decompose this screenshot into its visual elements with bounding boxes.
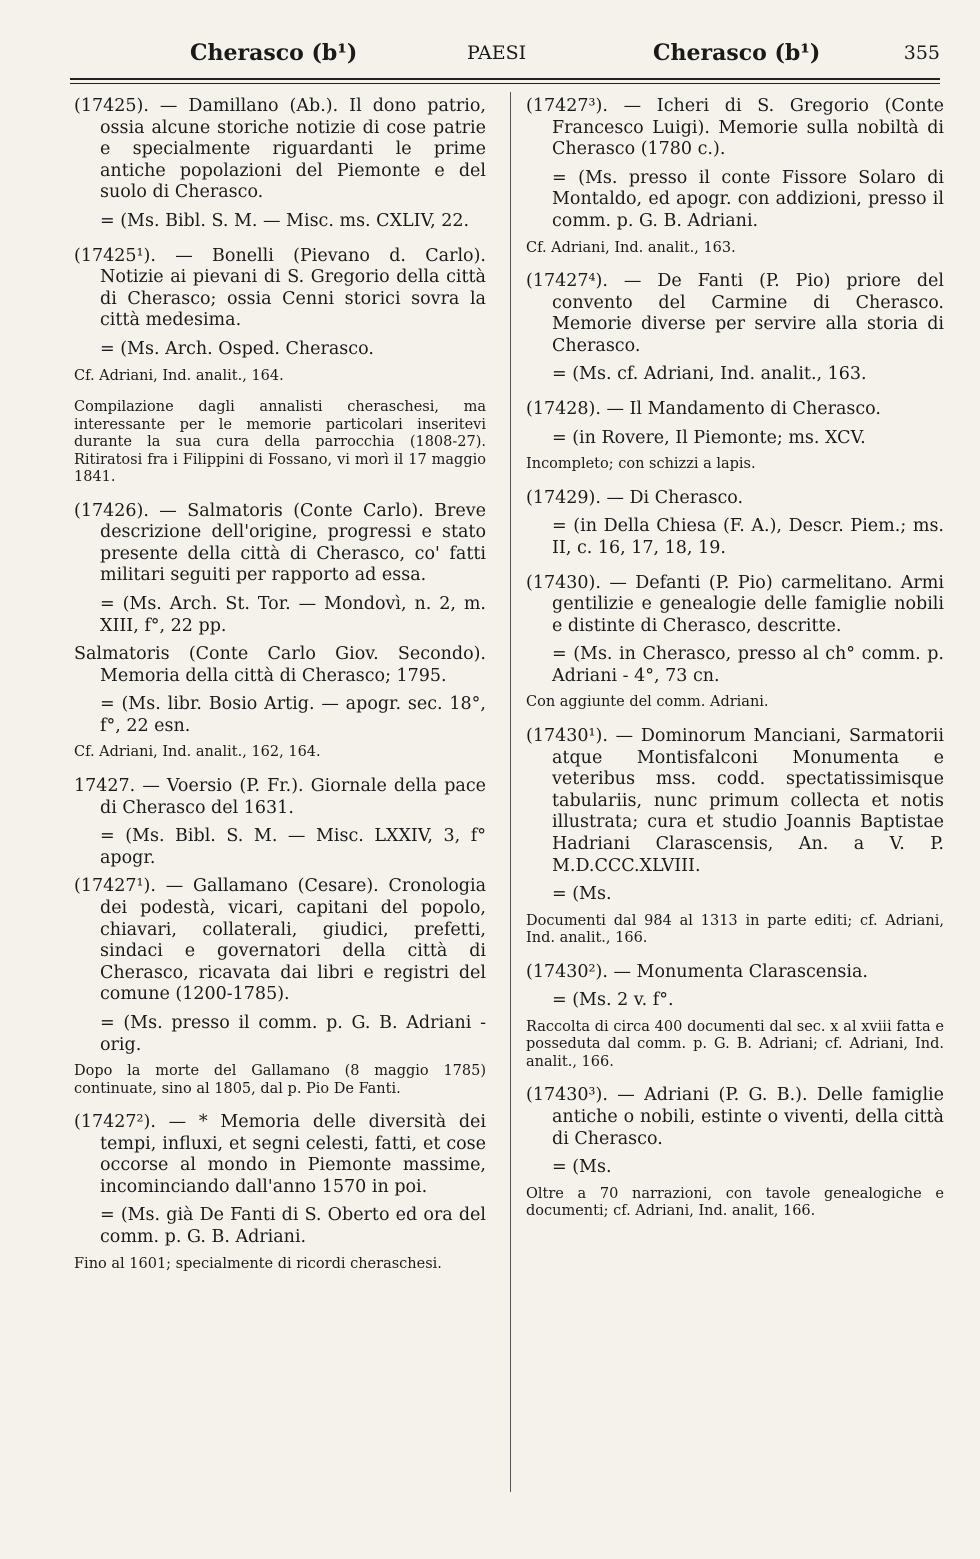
entry-title: (17427³). — Icheri di S. Gregorio (Conte Francesco Luigi). Memorie sulla nobiltà di Cherasco (1780 c.). bbox=[526, 96, 944, 160]
entry-title: Salmatoris (Conte Carlo Giov. Secondo). Memoria della città di Cherasco; 1795. bbox=[74, 644, 486, 686]
entry-location: = (Ms. Bibl. S. M. — Misc. ms. CXLIV, 22. bbox=[100, 210, 470, 231]
running-title-right: Cherasco (b¹) bbox=[653, 40, 821, 66]
entry-17426 bbox=[74, 501, 486, 638]
entry-location: = (Ms. libr. Bosio Artig. — apogr. sec. 18°, f°, 22 esn. bbox=[100, 694, 486, 736]
entry-note: Fino al 1601; specialmente di ricordi cheraschesi. bbox=[74, 1255, 442, 1272]
entry-title: (17425¹). — Bonelli (Pievano d. Carlo). Notizie ai pievani di S. Gregorio della città di Cherasco; ossia Cenni storici sovra la città medesima. bbox=[74, 245, 486, 331]
entry-location: = (Ms. in Cherasco, presso al ch° comm. p. Adriani - 4°, 73 cn. bbox=[552, 644, 944, 686]
right-column bbox=[526, 96, 944, 1235]
entry-location: = (Ms. 2 v. f°. bbox=[552, 990, 674, 1011]
entry-17427-1 bbox=[74, 876, 486, 1098]
entry-title: 17427. — Voersio (P. Fr.). Giornale della pace di Cherasco del 1631. bbox=[74, 775, 486, 818]
entry-location: = (Ms. Arch. St. Tor. — Mondovì, n. 2, m. XIII, f°, 22 pp. bbox=[100, 593, 486, 636]
entry-location: = (Ms. già De Fanti di S. Oberto ed ora del comm. p. G. B. Adriani. bbox=[100, 1205, 486, 1248]
entry-note: Compilazione dagli annalisti cheraschesi, ma interessante per le memorie particolari inseritevi durante la sua cura della parrocchia (1808-27). Ritiratosi fra i Filippini di Fossano, vi morì il 17 maggio 1841. bbox=[74, 399, 486, 486]
entry-title: (17430³). — Adriani (P. G. B.). Delle famiglie antiche o nobili, estinte o viventi, della città di Cherasco. bbox=[526, 1085, 944, 1149]
page-header bbox=[75, 40, 945, 74]
entry-title: (17427⁴). — De Fanti (P. Pio) priore del convento del Carmine di Cherasco. Memorie diverse per servire alla storia di Cherasco. bbox=[526, 271, 944, 356]
left-column bbox=[74, 96, 486, 1287]
section-title: PAESI bbox=[467, 42, 527, 64]
entry-17430-3 bbox=[526, 1085, 944, 1220]
entry-note: Incompleto; con schizzi a lapis. bbox=[526, 456, 756, 473]
entry-location: = (in Rovere, Il Piemonte; ms. XCV. bbox=[552, 427, 866, 448]
entry-17428 bbox=[526, 399, 944, 474]
entry-location: = (Ms. presso il conte Fissore Solaro di Montaldo, ed apogr. con addizioni, presso il comm. p. G. B. Adriani. bbox=[552, 167, 944, 231]
entry-location: = (Ms. presso il comm. p. G. B. Adriani - orig. bbox=[100, 1012, 486, 1055]
entry-location: = (Ms. Bibl. S. M. — Misc. LXXIV, 3, f° apogr. bbox=[100, 826, 486, 868]
entry-note: Documenti dal 984 al 1313 in parte editi; cf. Adriani, Ind. analit., 166. bbox=[526, 912, 944, 947]
entry-title: (17425). — Damillano (Ab.). Il dono patrio, ossia alcune storiche notizie di cose patrie e specialmente riguardanti le prime antiche popolazioni del Piemonte e del suolo di Cherasco. bbox=[74, 96, 486, 203]
entry-location: = (Ms. bbox=[552, 1157, 612, 1178]
entry-location: = (Ms. bbox=[552, 884, 612, 905]
entry-17427-4 bbox=[526, 271, 944, 386]
entry-location: = (Ms. cf. Adriani, Ind. analit., 163. bbox=[552, 364, 867, 385]
entry-title: (17428). — Il Mandamento di Cherasco. bbox=[526, 399, 881, 420]
entry-17427 bbox=[74, 776, 486, 869]
entry-salmatoris bbox=[74, 644, 486, 762]
header-rule bbox=[70, 78, 940, 84]
entry-17429 bbox=[526, 488, 944, 560]
entry-title: (17430¹). — Dominorum Manciani, Sarmatorii atque Montisfalconi Monumenta e veteribus mss. codd. spectatissimisque tabulariis, nunc primum collecta et notis illustrata; cura et studio Joannis Baptistae Hadriani Clarascensis, An. a V. P. M.D.CCC.XLVIII. bbox=[526, 725, 944, 876]
entry-17425-1 bbox=[74, 246, 486, 487]
page-number: 355 bbox=[903, 42, 940, 64]
entry-location: = (in Della Chiesa (F. A.), Descr. Piem.; ms. II, c. 16, 17, 18, 19. bbox=[552, 516, 944, 558]
entry-title: (17427²). — * Memoria delle diversità dei tempi, influxi, et segni celesti, fatti, et cose occorse al mondo in Piemonte massime, incominciando dall'anno 1570 in poi. bbox=[74, 1112, 486, 1197]
entry-title: (17430). — Defanti (P. Pio) carmelitano. Armi gentilizie e genealogie delle famiglie nobili e distinte di Cherasco, descritte. bbox=[526, 572, 944, 636]
entry-cf: Cf. Adriani, Ind. analit., 164. bbox=[74, 367, 284, 384]
column-divider bbox=[510, 92, 511, 1492]
entry-17427-2 bbox=[74, 1112, 486, 1273]
entry-17425 bbox=[74, 96, 486, 233]
entry-cf: Cf. Adriani, Ind. analit., 163. bbox=[526, 239, 736, 256]
entry-note: Dopo la morte del Gallamano (8 maggio 1785) continuate, sino al 1805, dal p. Pio De Fanti. bbox=[74, 1063, 486, 1097]
entry-note: Raccolta di circa 400 documenti dal sec. x al xviii fatta e posseduta dal comm. p. G. B. Adriani; cf. Adriani, Ind. analit., 166. bbox=[526, 1018, 944, 1070]
entry-note: Con aggiunte del comm. Adriani. bbox=[526, 694, 769, 711]
entry-17430-1 bbox=[526, 726, 944, 948]
entry-17430-2 bbox=[526, 962, 944, 1072]
entry-17430 bbox=[526, 573, 944, 712]
running-title-left: Cherasco (b¹) bbox=[190, 40, 358, 66]
entry-title: (17430²). — Monumenta Clarascensia. bbox=[526, 961, 868, 982]
entry-location: = (Ms. Arch. Osped. Cherasco. bbox=[100, 338, 374, 359]
entry-17427-3 bbox=[526, 96, 944, 257]
entry-cf: Cf. Adriani, Ind. analit., 162, 164. bbox=[74, 744, 321, 761]
entry-note: Oltre a 70 narrazioni, con tavole genealogiche e documenti; cf. Adriani, Ind. analit, 166. bbox=[526, 1185, 944, 1220]
entry-title: (17429). — Di Cherasco. bbox=[526, 487, 744, 508]
entry-title: (17427¹). — Gallamano (Cesare). Cronologia dei podestà, vicari, capitani del popolo, chiavari, collaterali, giudici, prefetti, sindaci e governatori della città di Cherasco, ricavata dai libri e registri del comune (1200-1785). bbox=[74, 876, 486, 1005]
entry-title: (17426). — Salmatoris (Conte Carlo). Breve descrizione dell'origine, progressi e stato presente della città di Cherasco, co' fatti militari seguiti per rapporto ad essa. bbox=[74, 500, 486, 586]
